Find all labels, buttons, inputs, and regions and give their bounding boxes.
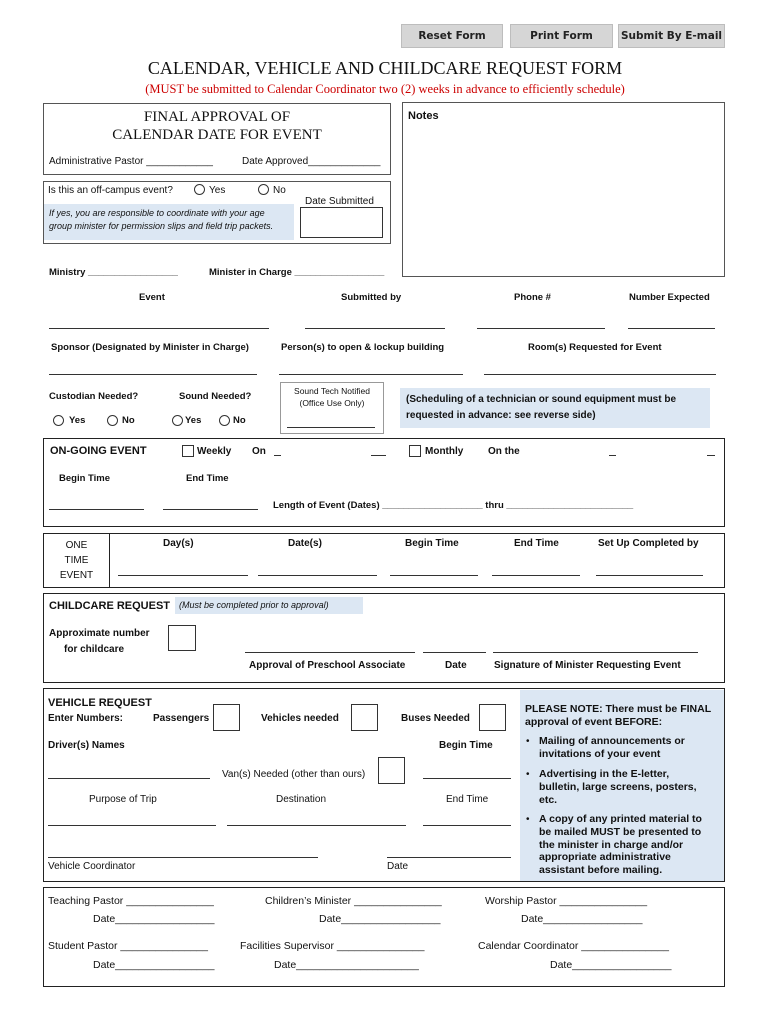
custodian-yes-radio[interactable] — [53, 415, 64, 426]
destination-label: Destination — [276, 794, 327, 805]
date-submitted-label: Date Submitted — [305, 196, 374, 207]
weekly-label: Weekly — [197, 446, 232, 457]
open-lockup-input-line[interactable] — [279, 374, 463, 375]
sound-yes-radio[interactable] — [172, 415, 183, 426]
vehicle-coordinator-label: Vehicle Coordinator — [48, 861, 136, 872]
ongoing-end-time-line[interactable] — [163, 509, 258, 510]
one-time-begin-time-line[interactable] — [390, 575, 478, 576]
sponsor-input-line[interactable] — [49, 374, 257, 375]
sound-tech-line-2: (Office Use Only) — [299, 398, 365, 408]
minister-signature-label: Signature of Minister Requesting Event — [494, 660, 681, 671]
on-input-line-a[interactable] — [274, 455, 281, 456]
calendar-coordinator-field[interactable]: Calendar Coordinator _______________ — [478, 940, 669, 952]
ongoing-end-time-label: End Time — [186, 473, 229, 484]
please-note-heading-2: approval of event BEFORE: — [525, 716, 663, 728]
event-header: Event — [139, 292, 165, 303]
facilities-supervisor-date[interactable]: Date_____________________ — [274, 959, 419, 971]
bullet-3-line-5: assistant before mailing. — [539, 864, 663, 876]
bullet-1-line-2: invitations of your event — [539, 748, 661, 760]
one-time-end-time-header: End Time — [514, 538, 559, 549]
minister-in-charge-field[interactable]: Minister in Charge _________________ — [209, 267, 385, 278]
scheduling-note-1: (Scheduling of a technician or sound equipment must be — [406, 394, 677, 405]
reset-form-button[interactable]: Reset Form — [401, 24, 503, 48]
bullet-3-line-3: the minister in charge and/or — [539, 839, 684, 851]
one-time-line-3: EVENT — [59, 570, 94, 581]
childrens-minister-date[interactable]: Date_________________ — [319, 913, 441, 925]
worship-pastor-date[interactable]: Date_________________ — [521, 913, 643, 925]
teaching-pastor-field[interactable]: Teaching Pastor _______________ — [48, 895, 214, 907]
open-lockup-header: Person(s) to open & lockup building — [281, 342, 445, 353]
sound-tech-input-line[interactable] — [287, 427, 375, 428]
drivers-names-label: Driver(s) Names — [48, 740, 125, 751]
off-campus-note-1: If yes, you are responsible to coordinate with your age — [49, 208, 265, 218]
bullet-1-dot: • — [526, 736, 530, 747]
custodian-yes-label: Yes — [69, 415, 86, 426]
submit-email-button[interactable]: Submit By E-mail — [618, 24, 725, 48]
passengers-label: Passengers — [153, 713, 210, 724]
sound-no-label: No — [233, 415, 246, 426]
vehicle-request-label: VEHICLE REQUEST — [48, 697, 152, 709]
bullet-2-line-2: bulletin, large screens, posters, — [539, 781, 697, 793]
vehicles-needed-input[interactable] — [351, 704, 378, 731]
vehicle-end-time-line[interactable] — [423, 825, 511, 826]
off-campus-question: Is this an off-campus event? — [48, 185, 173, 196]
submitted-by-header: Submitted by — [341, 292, 402, 303]
purpose-of-trip-line[interactable] — [48, 825, 216, 826]
childrens-minister-field[interactable]: Children’s Minister _______________ — [265, 895, 442, 907]
sound-needed-label: Sound Needed? — [179, 391, 252, 402]
on-the-input-line-a[interactable] — [609, 455, 616, 456]
bullet-3-dot: • — [526, 814, 530, 825]
setup-completed-header: Set Up Completed by — [598, 538, 699, 549]
approval-heading-2: CALENDAR DATE FOR EVENT — [112, 127, 322, 143]
minister-signature-line[interactable] — [493, 652, 698, 653]
vehicle-end-time-label: End Time — [446, 794, 489, 805]
bullet-2-dot: • — [526, 769, 530, 780]
form-title: CALENDAR, VEHICLE AND CHILDCARE REQUEST FORM — [147, 58, 623, 78]
days-header: Day(s) — [163, 538, 194, 549]
one-time-line-1: ONE — [65, 540, 88, 551]
custodian-needed-label: Custodian Needed? — [49, 391, 139, 402]
event-input-line[interactable] — [49, 328, 269, 329]
on-input-line-b[interactable] — [371, 455, 386, 456]
approval-heading-1: FINAL APPROVAL OF — [143, 109, 291, 125]
bullet-3-line-2: be mailed MUST be presented to — [539, 826, 702, 838]
sound-tech-line-1: Sound Tech Notified — [294, 386, 370, 396]
length-of-event-field[interactable]: Length of Event (Dates) ___________________ thru ________________________ — [273, 500, 634, 511]
dates-header: Date(s) — [288, 538, 322, 549]
student-pastor-field[interactable]: Student Pastor _______________ — [48, 940, 208, 952]
sound-no-radio[interactable] — [219, 415, 230, 426]
on-label: On — [252, 446, 266, 457]
please-note-heading-1: PLEASE NOTE: There must be FINAL — [525, 703, 712, 715]
one-time-begin-time-header: Begin Time — [405, 538, 459, 549]
print-form-button[interactable]: Print Form — [510, 24, 613, 48]
childcare-number-input[interactable] — [168, 625, 196, 651]
monthly-checkbox[interactable] — [409, 445, 421, 457]
sound-yes-label: Yes — [185, 415, 202, 426]
bullet-1-line-1: Mailing of announcements or — [539, 735, 685, 747]
off-campus-yes-radio[interactable] — [194, 184, 205, 195]
worship-pastor-field[interactable]: Worship Pastor _______________ — [485, 895, 648, 907]
off-campus-yes-label: Yes — [209, 185, 226, 196]
childcare-note: (Must be completed prior to approval) — [179, 600, 329, 610]
on-the-label: On the — [488, 446, 520, 457]
sponsor-header: Sponsor (Designated by Minister in Charge) — [51, 342, 249, 353]
weekly-checkbox[interactable] — [182, 445, 194, 457]
vans-needed-input[interactable] — [378, 757, 405, 784]
purpose-of-trip-label: Purpose of Trip — [89, 794, 157, 805]
student-pastor-date[interactable]: Date_________________ — [93, 959, 215, 971]
off-campus-no-label: No — [273, 185, 286, 196]
setup-completed-line[interactable] — [596, 575, 703, 576]
days-input-line[interactable] — [118, 575, 248, 576]
notes-box[interactable] — [402, 102, 725, 277]
approx-number-line-1: Approximate number — [49, 628, 150, 639]
off-campus-note-2: group minister for permission slips and field trip packets. — [49, 221, 274, 231]
vehicle-date-line[interactable] — [387, 857, 511, 858]
date-submitted-input[interactable] — [300, 207, 383, 238]
vehicle-coordinator-line[interactable] — [48, 857, 318, 858]
bullet-2-line-1: Advertising in the E-letter, — [539, 768, 670, 780]
rooms-input-line[interactable] — [484, 374, 716, 375]
teaching-pastor-date[interactable]: Date_________________ — [93, 913, 215, 925]
ongoing-begin-time-label: Begin Time — [59, 473, 111, 484]
calendar-coordinator-date[interactable]: Date_________________ — [550, 959, 672, 971]
approx-number-line-2: for childcare — [64, 644, 125, 655]
date-approved-field[interactable]: Date Approved_____________ — [242, 156, 381, 167]
preschool-approval-label: Approval of Preschool Associate — [249, 660, 406, 671]
vehicle-begin-time-label: Begin Time — [439, 740, 493, 751]
vehicle-begin-time-line[interactable] — [423, 778, 511, 779]
bullet-3-line-4: appropriate administrative — [539, 851, 671, 863]
form-subtitle: (MUST be submitted to Calendar Coordinator two (2) weeks in advance to efficiently schedule) — [145, 82, 625, 96]
facilities-supervisor-field[interactable]: Facilities Supervisor _______________ — [240, 940, 425, 952]
off-campus-no-radio[interactable] — [258, 184, 269, 195]
vans-needed-label: Van(s) Needed (other than ours) — [222, 769, 366, 780]
phone-input-line[interactable] — [477, 328, 605, 329]
ministry-field[interactable]: Ministry _________________ — [49, 267, 178, 278]
one-time-end-time-line[interactable] — [492, 575, 580, 576]
scheduling-note-2: requested in advance: see reverse side) — [406, 410, 596, 421]
submitted-by-input-line[interactable] — [305, 328, 445, 329]
phone-header: Phone # — [514, 292, 551, 303]
on-the-input-line-b[interactable] — [707, 455, 715, 456]
destination-line[interactable] — [227, 825, 406, 826]
number-expected-input-line[interactable] — [628, 328, 715, 329]
custodian-no-label: No — [122, 415, 135, 426]
childcare-date-line[interactable] — [423, 652, 486, 653]
monthly-label: Monthly — [425, 446, 464, 457]
childcare-date-label: Date — [445, 660, 467, 671]
enter-numbers-label: Enter Numbers: — [48, 713, 124, 724]
dates-input-line[interactable] — [258, 575, 377, 576]
bullet-2-line-3: etc. — [539, 794, 558, 806]
vehicle-date-label: Date — [387, 861, 409, 872]
drivers-names-line[interactable] — [48, 778, 210, 779]
preschool-approval-line[interactable] — [245, 652, 415, 653]
buses-needed-input[interactable] — [479, 704, 506, 731]
vehicles-needed-label: Vehicles needed — [261, 713, 339, 724]
ongoing-event-label: ON-GOING EVENT — [50, 445, 147, 457]
ongoing-begin-time-line[interactable] — [49, 509, 144, 510]
buses-needed-label: Buses Needed — [401, 713, 470, 724]
rooms-header: Room(s) Requested for Event — [528, 342, 662, 353]
passengers-input[interactable] — [213, 704, 240, 731]
admin-pastor-field[interactable]: Administrative Pastor ____________ — [49, 156, 213, 167]
childcare-label: CHILDCARE REQUEST — [49, 600, 171, 612]
notes-label: Notes — [408, 110, 439, 122]
custodian-no-radio[interactable] — [107, 415, 118, 426]
number-expected-header: Number Expected — [629, 292, 710, 303]
bullet-3-line-1: A copy of any printed material to — [539, 813, 702, 825]
one-time-line-2: TIME — [64, 555, 89, 566]
